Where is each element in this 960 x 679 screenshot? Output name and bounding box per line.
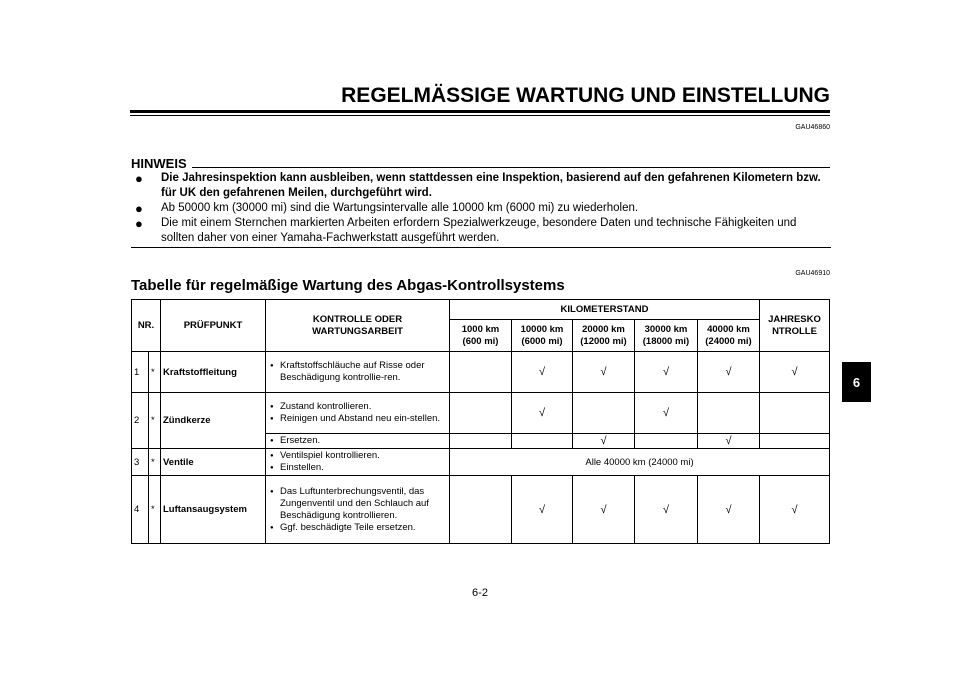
row-mark: √ xyxy=(512,393,573,434)
row-item: Zündkerze xyxy=(161,393,266,449)
row-star: * xyxy=(149,393,161,449)
row-nr: 2 xyxy=(132,393,149,449)
row-star: * xyxy=(149,352,161,393)
title-rule-thin xyxy=(130,115,830,116)
row-item: Kraftstoffleitung xyxy=(161,352,266,393)
row-mark: √ xyxy=(760,352,830,393)
chapter-tab: 6 xyxy=(842,362,871,402)
row-mark xyxy=(512,434,573,449)
row-nr: 1 xyxy=(132,352,149,393)
header-kilometerstand: KILOMETERSTAND xyxy=(450,300,760,320)
page-number: 6-2 xyxy=(472,587,488,599)
row-mark: √ xyxy=(635,476,698,544)
title-rule xyxy=(130,110,830,113)
section-code: GAU46910 xyxy=(795,270,830,277)
row-mark: √ xyxy=(573,352,635,393)
hinweis-item: ● Die Jahresinspektion kann ausbleiben, wenn stattdessen eine Inspektion, basierend auf den gefahrenen Kilometern bzw. für UK den gefahrenen Meilen, durchgeführt wird. xyxy=(131,171,831,201)
header-jahreskontrolle: JAHRESKO NTROLLE xyxy=(760,300,830,352)
table-row xyxy=(132,449,830,476)
row-mark: √ xyxy=(635,352,698,393)
row-tasks: ● Ersetzen. xyxy=(266,434,450,449)
row-star: * xyxy=(149,449,161,476)
header-km-30000: 30000 km (18000 mi) xyxy=(635,320,698,352)
row-interval: Alle 40000 km (24000 mi) xyxy=(450,449,830,476)
row-mark: √ xyxy=(635,393,698,434)
row-nr: 4 xyxy=(132,476,149,544)
header-pruefpunkt: PRÜFPUNKT xyxy=(161,300,266,352)
row-mark xyxy=(450,434,512,449)
doc-code: GAU46860 xyxy=(795,124,830,131)
row-tasks: ● Kraftstoffschläuche auf Risse oder Beschädigung kontrollie-ren. xyxy=(266,352,450,393)
header-km-1000: 1000 km (600 mi) xyxy=(450,320,512,352)
header-km-40000: 40000 km (24000 mi) xyxy=(698,320,760,352)
hinweis-list xyxy=(131,171,831,246)
section-title: Tabelle für regelmäßige Wartung des Abgas-Kontrollsystems xyxy=(131,277,565,294)
row-mark xyxy=(635,434,698,449)
row-item: Ventile xyxy=(161,449,266,476)
hinweis-item: ● Ab 50000 km (30000 mi) sind die Wartungsintervalle alle 10000 km (6000 mi) zu wiederholen. xyxy=(131,201,831,216)
header-km-20000: 20000 km (12000 mi) xyxy=(573,320,635,352)
row-star: * xyxy=(149,476,161,544)
header-nr: NR. xyxy=(132,300,161,352)
maintenance-table xyxy=(131,299,830,544)
row-item: Luftansaugsystem xyxy=(161,476,266,544)
bullet-icon: ● xyxy=(135,201,143,216)
hinweis-end-rule xyxy=(131,247,831,248)
row-tasks: ● Ventilspiel kontrollieren. ● Einstellen. xyxy=(266,449,450,476)
row-tasks: ● Das Luftunterbrechungsventil, das Zungenventil und den Schlauch auf Beschädigung kontrollieren. ● Ggf. beschädigte Teile ersetzen. xyxy=(266,476,450,544)
table-row xyxy=(132,476,830,544)
row-mark: √ xyxy=(760,476,830,544)
row-mark xyxy=(573,393,635,434)
row-mark xyxy=(698,393,760,434)
row-mark: √ xyxy=(698,476,760,544)
header-kontrolle: KONTROLLE ODER WARTUNGSARBEIT xyxy=(266,300,450,352)
row-mark: √ xyxy=(573,476,635,544)
row-mark xyxy=(450,393,512,434)
row-mark: √ xyxy=(573,434,635,449)
row-mark: √ xyxy=(512,476,573,544)
row-mark: √ xyxy=(512,352,573,393)
row-mark: √ xyxy=(698,352,760,393)
hinweis-label: HINWEIS xyxy=(131,156,187,171)
row-mark xyxy=(760,434,830,449)
bullet-icon: ● xyxy=(135,171,143,186)
hinweis-item: ● Die mit einem Sternchen markierten Arbeiten erfordern Spezialwerkzeuge, besondere Daten und technische Fähigkeiten und sollten daher von einer Yamaha-Fachwerkstatt ausgeführt werden. xyxy=(131,216,831,246)
row-nr: 3 xyxy=(132,449,149,476)
table-header-row xyxy=(132,300,830,320)
table-row xyxy=(132,393,830,434)
row-mark xyxy=(450,352,512,393)
bullet-icon: ● xyxy=(135,216,143,231)
row-mark xyxy=(450,476,512,544)
row-mark xyxy=(760,393,830,434)
table-row xyxy=(132,352,830,393)
row-mark: √ xyxy=(698,434,760,449)
header-km-10000: 10000 km (6000 mi) xyxy=(512,320,573,352)
page-title: REGELMÄSSIGE WARTUNG UND EINSTELLUNG xyxy=(341,84,830,107)
hinweis-rule xyxy=(192,167,830,168)
row-tasks: ● Zustand kontrollieren. ● Reinigen und Abstand neu ein-stellen. xyxy=(266,393,450,434)
